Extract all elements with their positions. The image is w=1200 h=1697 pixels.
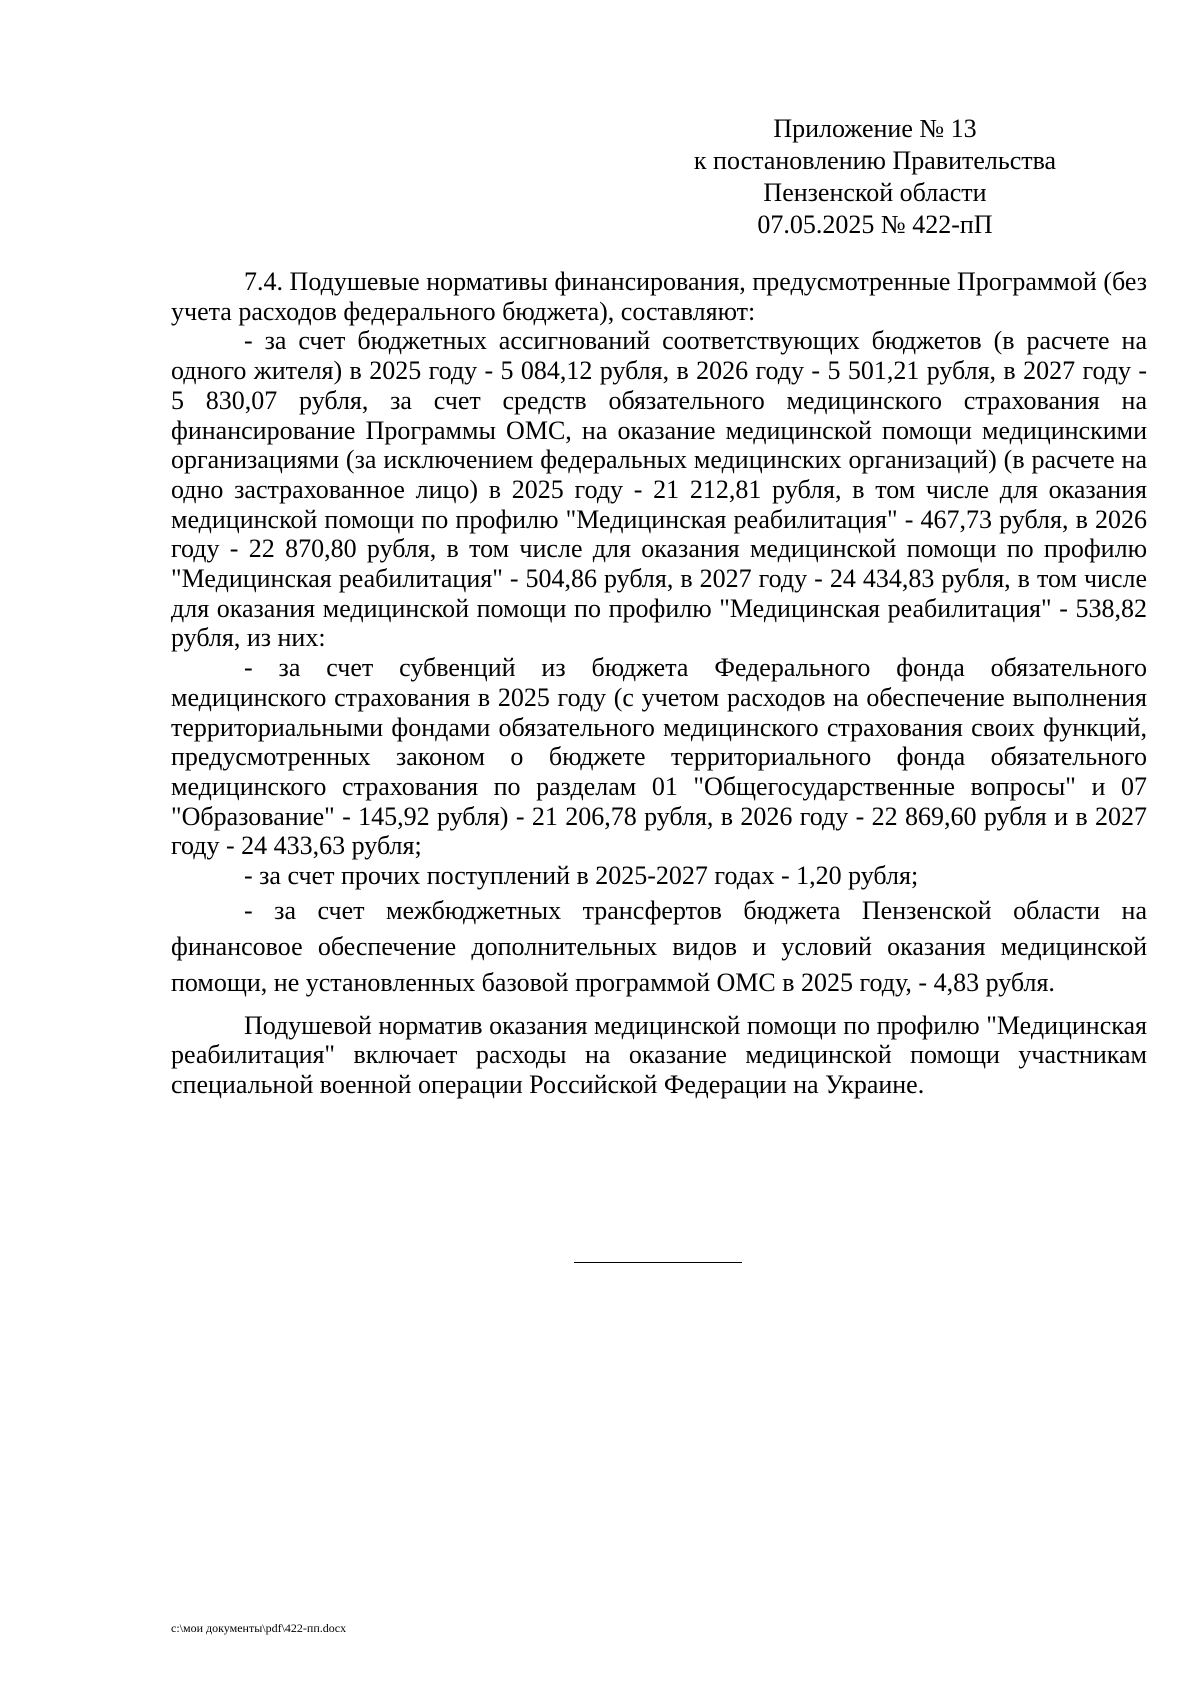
paragraph-other-revenues: - за счет прочих поступлений в 2025-2027 годах - 1,20 рубля; [244,861,919,891]
appendix-date-number: 07.05.2025 № 422-пП [757,210,993,239]
document-body [171,267,1147,1100]
paragraph-interbudget-transfers: - за счет межбюджетных трансфертов бюджета Пензенской области на финансовое обеспечение дополнительных видов и условий оказания медицинской помощи, не установленных базовой программой ОМС в 2025 году, - 4,83 рубля. [171,895,1147,997]
appendix-region: Пензенской области [763,178,987,207]
appendix-reference: к постановлению Правительства [693,146,1057,175]
end-divider-line [574,1262,742,1263]
appendix-header [640,113,1110,241]
paragraph-rehabilitation-note: Подушевой норматив оказания медицинской помощи по профилю "Медицинская реабилитация" включает расходы на оказание медицинской помощи участникам специальной военной операции Российской Федерации на Украине. [171,1010,1147,1100]
paragraph-subventions: - за счет субвенций из бюджета Федерального фонда обязательного медицинского страхования в 2025 году (с учетом расходов на обеспечение выполнения территориальными фондами обязательного медицинского страхования своих функций, предусмотренных законом о бюджете территориального фонда обязательного медицинского страхования по разделам 01 "Общегосударственные вопросы" и 07 "Образование" - 145,92 рубля) - 21 206,78 рубля, в 2026 году - 22 869,60 рубля и в 2027 году - 24 433,63 рубля; [171,653,1147,861]
footer-file-path: c:\мои документы\pdf\422-пп.docx [171,1621,347,1635]
appendix-number: Приложение № 13 [773,114,977,143]
paragraph-7-4: 7.4. Подушевые нормативы финансирования, предусмотренные Программой (без учета расходов федерального бюджета), составляют: [171,267,1147,326]
paragraph-budget-allocations: - за счет бюджетных ассигнований соответствующих бюджетов (в расчете на одного жителя) в 2025 году - 5 084,12 рубля, в 2026 году - 5 501,21 рубля, в 2027 году - 5 830,07 рубля, за счет средств обязательного медицинского страхования на финансирование Программы ОМС, на оказание медицинской помощи медицинскими организациями (за исключением федеральных медицинских организаций) (в расчете на одно застрахованное лицо) в 2025 году - 21 212,81 рубля, в том числе для оказания медицинской помощи по профилю "Медицинская реабилитация" - 467,73 рубля, в 2026 году - 22 870,80 рубля, в том числе для оказания медицинской помощи по профилю "Медицинская реабилитация" - 504,86 рубля, в 2027 году - 24 434,83 рубля, в том числе для оказания медицинской помощи по профилю "Медицинская реабилитация" - 538,82 рубля, из них: [171,326,1147,653]
